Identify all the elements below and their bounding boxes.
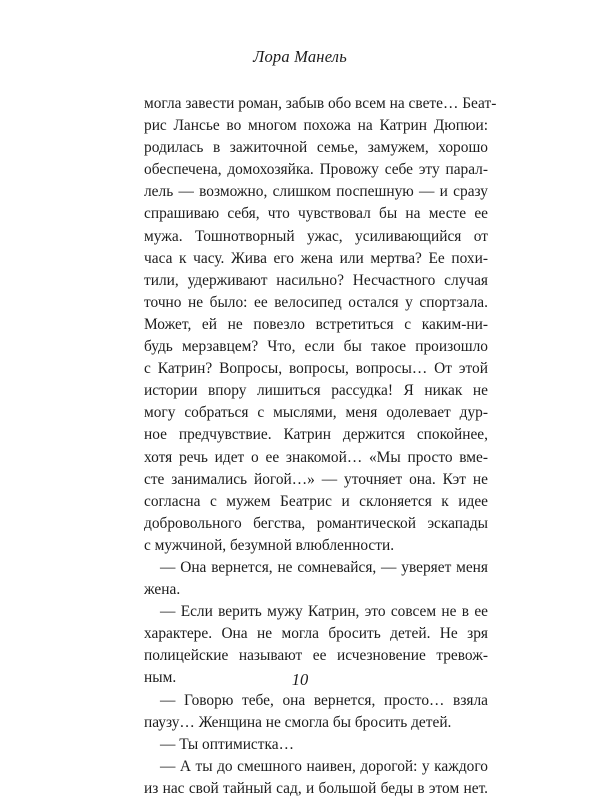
text-line: с Катрин? Вопросы, вопросы, вопросы… От этой (144, 360, 488, 378)
page-number: 10 (291, 670, 309, 689)
text-line: будь мерзавцем? Что, если бы такое произошло (144, 338, 488, 356)
text-line: сте занимались йогой…» — уточняет она. Кэт не (144, 470, 488, 488)
text-line: с мужчиной, безумной влюбленности. (144, 536, 395, 554)
text-line: жена. (144, 581, 181, 599)
text-line: паузу… Женщина не смогла бы бросить детей. (144, 713, 452, 731)
text-line: характере. Она не могла бросить детей. Не зря (144, 625, 488, 643)
text-line: добровольного бегства, романтической эскапады (144, 514, 488, 532)
running-header: Лора Манель (253, 47, 347, 66)
text-line: согласна с мужем Беатрис и склоняется к идее (144, 492, 488, 510)
text-line: — А ты до смешного наивен, дорогой: у каждого (160, 757, 488, 775)
text-line: мужа. Тошнотворный ужас, усиливающийся от (144, 227, 488, 245)
text-line: ным. (144, 669, 177, 687)
text-line: спрашиваю себя, что чувствовал бы на месте ее (144, 205, 488, 223)
text-line: ное предчувствие. Катрин держится спокойнее, (144, 426, 488, 444)
text-line: могу собраться с мыслями, меня одолевает дур- (144, 404, 488, 422)
text-line: хотя речь идет о ее знакомой… «Мы просто вме- (144, 448, 488, 466)
text-line: истории впору лишиться рассудка! Я никак не (144, 382, 488, 400)
text-line: обеспечена, домохозяйка. Провожу себе эту парал- (144, 161, 488, 179)
text-line: — Ты оптимистка… (160, 735, 294, 753)
text-line: из нас свой тайный сад, и большой беды в этом нет. (144, 779, 488, 797)
body-text (144, 93, 497, 800)
text-line: лель — возможно, слишком поспешную — и сразу (144, 183, 488, 201)
text-line: — Говорю тебе, она вернется, просто… взяла (160, 691, 488, 709)
text-line: точно не было: ее велосипед остался у спортзала. (144, 293, 488, 311)
text-line: рис Лансье во многом похожа на Катрин Дюпюи: (144, 117, 488, 135)
text-line: — Если верить мужу Катрин, это совсем не в ее (160, 603, 488, 621)
text-line: Может, ей не повезло встретиться с каким-ни- (144, 315, 488, 333)
text-line: — Она вернется, не сомневайся, — уверяет меня (160, 558, 488, 576)
text-line: могла завести роман, забыв обо всем на свете… Беат- (144, 95, 497, 112)
text-line: тили, удерживают насильно? Несчастного случая (144, 271, 488, 289)
text-line: полицейские называют ее исчезновение тревож- (144, 647, 488, 665)
text-line: родилась в зажиточной семье, замужем, хорошо (144, 139, 488, 157)
text-line: часа к часу. Жива его жена или мертва? Ее похи- (144, 249, 488, 267)
